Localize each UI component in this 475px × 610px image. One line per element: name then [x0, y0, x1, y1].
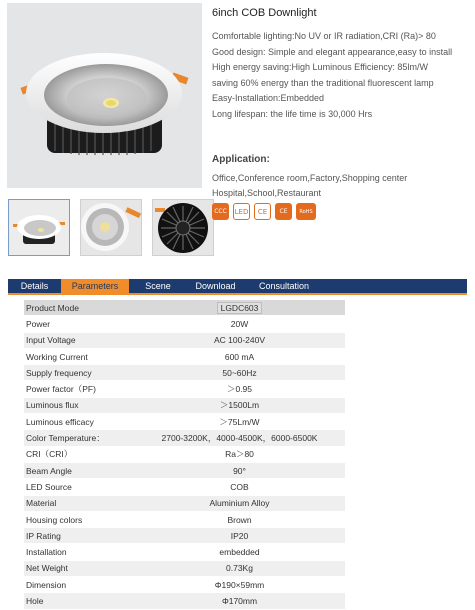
spec-label: Luminous flux — [24, 397, 132, 413]
table-row — [24, 348, 345, 364]
table-row — [24, 511, 345, 527]
spec-value: Ra＞80 — [132, 446, 345, 462]
led-cert-icon: LED — [233, 203, 250, 220]
spec-value: ＞75Lm/W — [132, 414, 345, 430]
application-text — [212, 171, 472, 201]
spec-label: Dimension — [24, 577, 132, 593]
table-row — [24, 544, 345, 560]
spec-value: 2700-3200K，4000-4500K，6000-6500K — [132, 430, 345, 446]
spec-label: Hole — [24, 593, 132, 609]
model-number: LGDC603 — [217, 302, 263, 314]
table-row — [24, 381, 345, 397]
feature-item: Easy-Installation:Embedded — [212, 93, 325, 103]
spec-value: IP20 — [132, 528, 345, 544]
specifications-table — [24, 300, 345, 610]
rohs-cert-icon: RoHS — [296, 203, 316, 220]
spec-value: Brown — [132, 511, 345, 527]
spec-label: Working Current — [24, 348, 132, 364]
spec-value: 50~60Hz — [132, 365, 345, 381]
thumbnail-1[interactable] — [8, 199, 70, 256]
feature-item: Comfortable lighting:No UV or IR radiation,CRI (Ra)> 80 — [212, 31, 436, 41]
feature-item: Good design: Simple and elegant appearance,easy to install — [212, 46, 453, 57]
spec-label: Color Temperature： — [24, 430, 132, 446]
spec-value: ＞1500Lm — [132, 397, 345, 413]
feature-item: High energy saving:High Luminous Efficiency: 85lm/W — [212, 62, 428, 72]
table-row — [24, 462, 345, 478]
spec-value: embedded — [132, 544, 345, 560]
tab-consultation[interactable]: Consultation — [258, 281, 310, 291]
table-row — [24, 560, 345, 576]
spec-label: Product Mode — [24, 300, 132, 316]
ccc-cert-icon: CCC — [212, 203, 229, 220]
spec-value: AC 100-240V — [132, 332, 345, 348]
ce-cert-icon: CE — [254, 203, 271, 220]
spec-value: Aluminium Alloy — [132, 495, 345, 511]
spec-value — [132, 300, 345, 316]
table-row — [24, 316, 345, 332]
thumbnail-2[interactable] — [80, 199, 142, 256]
table-row — [24, 430, 345, 446]
product-main-image — [7, 3, 202, 188]
tab-scene[interactable]: Scene — [145, 281, 171, 291]
product-title: 6inch COB Downlight — [212, 7, 317, 19]
table-row — [24, 332, 345, 348]
spec-label: Material — [24, 495, 132, 511]
feature-item: saving 60% energy than the traditional fluorescent lamp — [212, 77, 434, 88]
spec-label: Installation — [24, 544, 132, 560]
spec-label: Supply frequency — [24, 365, 132, 381]
tab-download[interactable]: Download — [195, 281, 236, 291]
spec-label: Housing colors — [24, 511, 132, 527]
application-line: Office,Conference room,Factory,Shopping center — [212, 173, 408, 183]
table-row — [24, 528, 345, 544]
table-row — [24, 397, 345, 413]
tab-details[interactable]: Details — [20, 281, 49, 291]
table-row — [24, 414, 345, 430]
spec-label: Beam Angle — [24, 462, 132, 478]
spec-value: 20W — [132, 316, 345, 332]
table-row — [24, 479, 345, 495]
tab-parameters[interactable]: Parameters — [61, 279, 129, 293]
table-row — [24, 593, 345, 609]
spec-label: CRI（CRI） — [24, 446, 132, 462]
certification-icons — [212, 203, 316, 220]
spec-value: Φ190×59mm — [132, 577, 345, 593]
detail-tabs — [8, 279, 467, 295]
spec-value: 600 mA — [132, 348, 345, 364]
spec-label: Input Voltage — [24, 332, 132, 348]
spec-label: Net Weight — [24, 560, 132, 576]
spec-label: LED Source — [24, 479, 132, 495]
spec-label: IP Rating — [24, 528, 132, 544]
spec-value: 90° — [132, 462, 345, 478]
table-row — [24, 495, 345, 511]
table-row — [24, 577, 345, 593]
feature-item: Long lifespan: the life time is 30,000 Hrs — [212, 108, 373, 119]
table-row — [24, 365, 345, 381]
spec-value: Φ170mm — [132, 593, 345, 609]
spec-value: COB — [132, 479, 345, 495]
spec-label: Power factor（PF) — [24, 381, 132, 397]
table-row — [24, 446, 345, 462]
spec-value: 0.73Kg — [132, 560, 345, 576]
spec-label: Power — [24, 316, 132, 332]
thumbnail-3[interactable] — [152, 199, 214, 256]
ce-mark-icon: CE — [275, 203, 292, 220]
spec-value: ＞0.95 — [132, 381, 345, 397]
table-row — [24, 300, 345, 316]
application-heading: Application: — [212, 154, 270, 165]
spec-label: Luminous efficacy — [24, 414, 132, 430]
feature-list — [212, 29, 472, 122]
product-info — [212, 6, 472, 122]
application-line: Hospital,School,Restaurant — [212, 188, 322, 198]
